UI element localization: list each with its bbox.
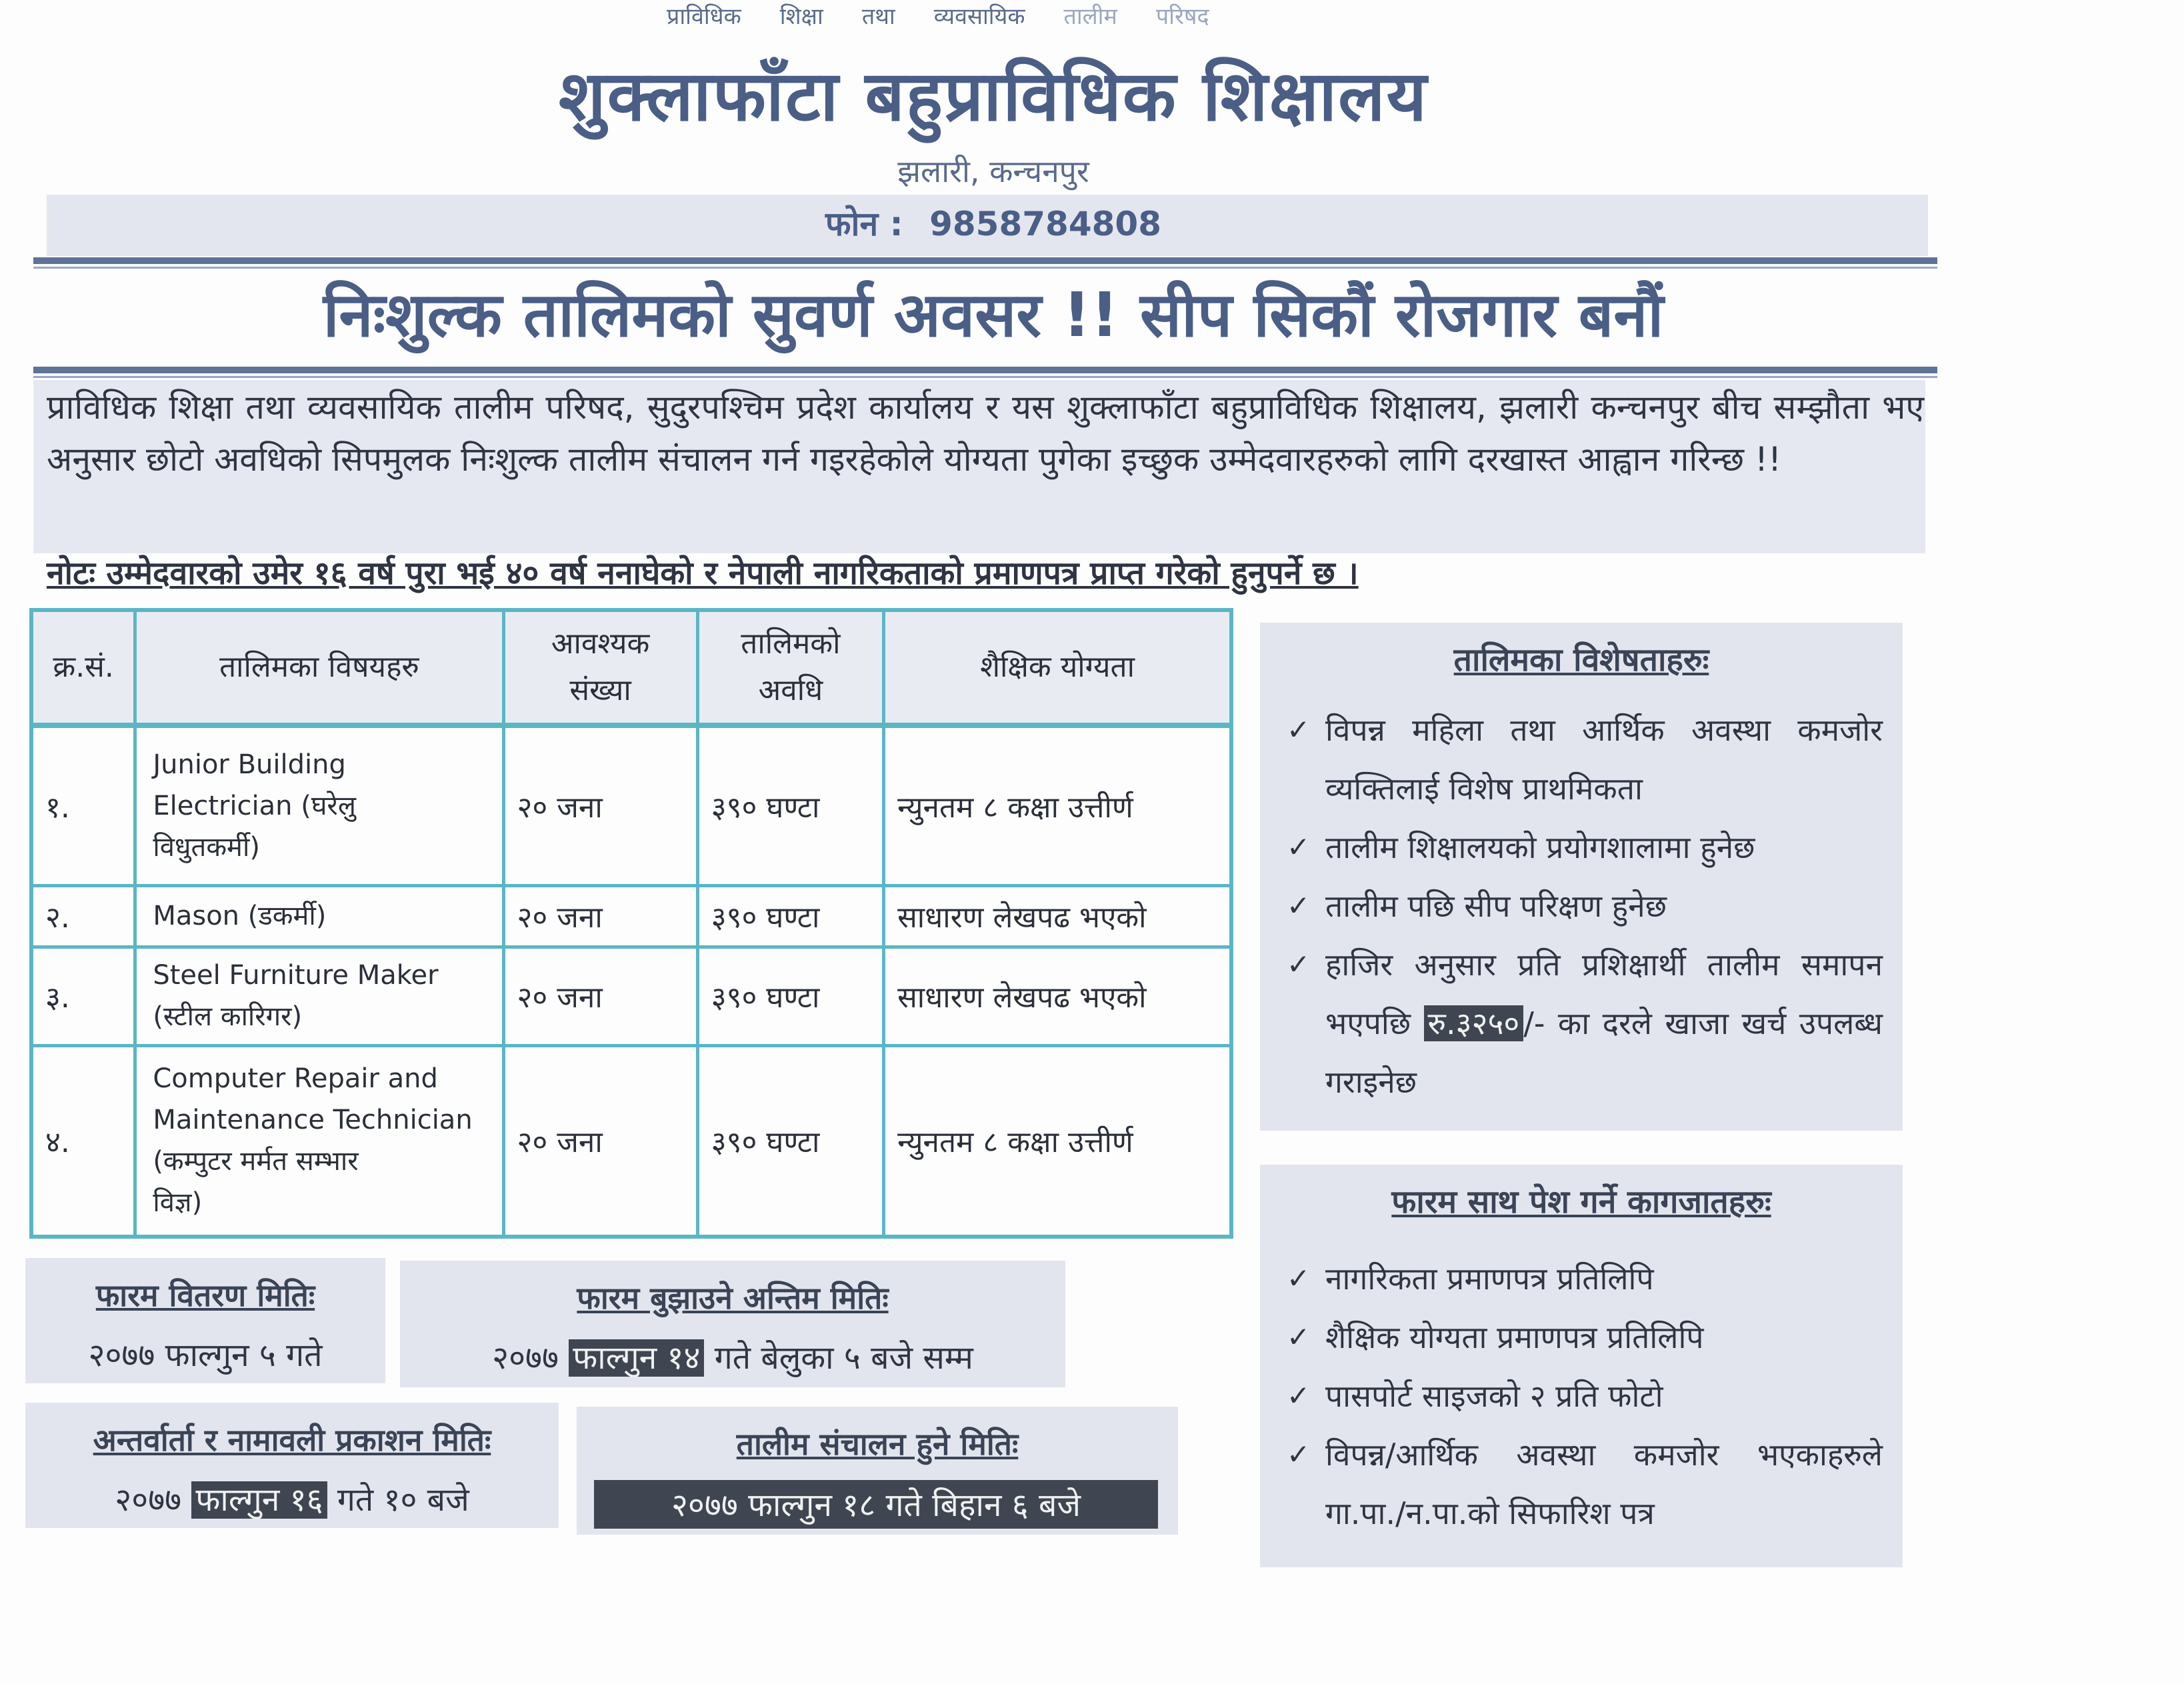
header-sn: क्र.सं. [31, 610, 135, 725]
training-start-value-wrap [594, 1480, 1158, 1529]
institute-title: शुक्लाफाँटा बहुप्राविधिक शिक्षालय [559, 55, 1428, 137]
check-icon: ✓ [1287, 1379, 1311, 1412]
check-icon: ✓ [1287, 713, 1311, 746]
council-word: प्राविधिक [667, 3, 741, 30]
documents-list [1273, 1249, 1883, 1543]
check-icon: ✓ [1287, 889, 1311, 922]
distribution-date-label: फारम वितरण मितिः [95, 1277, 315, 1313]
phone-line [0, 200, 1987, 245]
document-text: शैक्षिक योग्यता प्रमाणपत्र प्रतिलिपि [1325, 1319, 1704, 1355]
feature-text: तालीम पछि सीप परिक्षण हुनेछ [1325, 888, 1667, 924]
council-word: तालीम [1063, 3, 1117, 30]
eligibility-note: नोटः उम्मेदवारको उमेर १६ वर्ष पुरा भई ४० वर्ष ननाघेको र नेपाली नागरिकताको प्रमाणपत्र प्राप्त गरेको हुनुपर्ने छ । [47, 555, 1359, 592]
row-qualification: न्युनतम ८ कक्षा उत्तीर्ण [884, 1045, 1231, 1237]
deadline-date-value [400, 1335, 1065, 1379]
documents-box [1260, 1165, 1903, 1567]
interview-time: गते १० बजे [337, 1481, 469, 1519]
documents-title: फारम साथ पेश गर्ने कागजातहरुः [1391, 1183, 1771, 1221]
list-item [1273, 1249, 1883, 1308]
subject-line: विधुतकर्मी) [153, 831, 260, 863]
list-item [1273, 701, 1883, 818]
row-sn: ४. [31, 1045, 135, 1237]
council-word: व्यवसायिक [933, 3, 1025, 30]
row-subject: Mason (डकर्मी) [135, 885, 503, 947]
subject-line: (स्टील कारिगर) [153, 1001, 303, 1032]
check-icon: ✓ [1287, 1438, 1311, 1471]
row-duration: ३९० घण्टा [697, 1045, 883, 1237]
table-row [31, 947, 1231, 1045]
deadline-day: फाल्गुन १४ [569, 1339, 704, 1377]
list-item [1273, 1367, 1883, 1425]
deadline-year: २०७७ [492, 1339, 559, 1377]
distribution-date-value: २०७७ फाल्गुन ५ गते [88, 1337, 323, 1374]
header-duration-line2: अवधि [758, 673, 823, 707]
subject-line: (कम्पुटर मर्मत सम्भार [153, 1146, 359, 1177]
deadline-date-label: फारम बुझाउने अन्तिम मितिः [577, 1280, 889, 1316]
document-text: पासपोर्ट साइजको २ प्रति फोटो [1325, 1378, 1663, 1414]
list-item [1273, 818, 1883, 877]
header-duration [697, 610, 883, 725]
phone-number: 9858784808 [929, 205, 1161, 243]
row-subject [135, 1045, 503, 1237]
row-duration: ३९० घण्टा [697, 885, 883, 947]
table-row [31, 1045, 1231, 1237]
subject-line: Computer Repair and [153, 1063, 438, 1095]
list-item [1273, 935, 1883, 1111]
divider-top-thin [33, 267, 1937, 269]
row-sn: १. [31, 725, 135, 885]
row-count: २० जना [503, 725, 697, 885]
row-count: २० जना [503, 1045, 697, 1237]
header-required [503, 610, 697, 725]
row-sn: २. [31, 885, 135, 947]
interview-year: २०७७ [115, 1481, 182, 1519]
feature-text-before: हाजिर अनुसार प्रति प्रशिक्षार्थी तालीम समापन भएपछि [1325, 947, 1883, 1041]
document-text: नागरिकता प्रमाणपत्र प्रतिलिपि [1325, 1261, 1654, 1297]
distribution-date-box [25, 1258, 385, 1383]
headline: निःशुल्क तालिमको सुवर्ण अवसर !! सीप सिकौं रोजगार बनौं [323, 279, 1664, 351]
phone-label: फोन : [825, 205, 903, 243]
interview-date-value [25, 1477, 559, 1521]
features-box [1260, 623, 1903, 1131]
feature-text-after: /- का दरले खाजा खर्च उपलब्ध गराइनेछ [1325, 1005, 1883, 1100]
training-start-value: २०७७ फाल्गुन १८ गते बिहान ६ बजे [671, 1487, 1081, 1524]
meal-amount: रु.३२५० [1424, 1005, 1524, 1041]
subject-line: Junior Building [153, 749, 346, 780]
institute-address: झलारी, कन्चनपुर [897, 153, 1089, 189]
divider-top [33, 257, 1937, 264]
row-count: २० जना [503, 947, 697, 1045]
divider-bottom-thin [33, 376, 1937, 378]
row-qualification: न्युनतम ८ कक्षा उत्तीर्ण [884, 725, 1231, 885]
list-item [1273, 1308, 1883, 1367]
header-qualification: शैक्षिक योग्यता [884, 610, 1231, 725]
deadline-date-box [400, 1261, 1065, 1387]
header-duration-line1: तालिमको [741, 627, 841, 661]
subject-line: विज्ञ) [153, 1187, 203, 1219]
deadline-time: गते बेलुका ५ बजे सम्म [714, 1339, 973, 1377]
row-qualification: साधारण लेखपढ भएको [884, 947, 1231, 1045]
training-table [29, 608, 1233, 1239]
row-qualification: साधारण लेखपढ भएको [884, 885, 1231, 947]
row-duration: ३९० घण्टा [697, 947, 883, 1045]
row-count: २० जना [503, 885, 697, 947]
council-word: परिषद [1155, 3, 1209, 30]
check-icon: ✓ [1287, 1262, 1311, 1295]
header-required-line1: आवश्यक [551, 627, 650, 661]
council-word: शिक्षा [779, 3, 823, 30]
table-row [31, 885, 1231, 947]
row-subject [135, 947, 503, 1045]
subject-line: Electrician (घरेलु [153, 790, 356, 821]
training-start-box [577, 1407, 1178, 1535]
interview-date-box [25, 1403, 559, 1528]
council-name-line [667, 0, 1320, 30]
divider-bottom [33, 367, 1937, 373]
check-icon: ✓ [1287, 831, 1311, 863]
interview-day: फाल्गुन १६ [191, 1481, 327, 1519]
features-title: तालिमका विशेषताहरुः [1453, 641, 1709, 679]
check-icon: ✓ [1287, 948, 1311, 981]
features-list [1273, 701, 1883, 1111]
interview-date-label: अन्तर्वार्ता र नामावली प्रकाशन मितिः [93, 1422, 491, 1458]
list-item [1273, 1425, 1883, 1543]
subject-line: Steel Furniture Maker [153, 960, 439, 991]
row-subject [135, 725, 503, 885]
training-start-label: तालीम संचालन हुने मितिः [736, 1426, 1019, 1462]
council-word: तथा [861, 3, 895, 30]
check-icon: ✓ [1287, 1321, 1311, 1353]
intro-paragraph: प्राविधिक शिक्षा तथा व्यवसायिक तालीम परिषद, सुदुरपश्चिम प्रदेश कार्यालय र यस शुक्लाफाँटा बहुप्राविधिक शिक्षालय, झलारी कन्चनपुर बीच सम्झौता भए अनुसार छोटो अवधिको सिपमुलक निःशुल्क तालीम संचालन गर्न गइरहेकोले योग्यता पुगेका इच्छुक उम्मेदवारहरुको लागि दरखास्त आह्वान गरिन्छ !! [47, 388, 1924, 479]
table-header-row [31, 610, 1231, 725]
document-text: विपन्न/आर्थिक अवस्था कमजोर भएकाहरुले गा.पा./न.पा.को सिफारिश पत्र [1325, 1437, 1883, 1531]
header-required-line2: संख्या [569, 673, 631, 707]
feature-text: तालीम शिक्षालयको प्रयोगशालामा हुनेछ [1325, 829, 1755, 865]
feature-text: विपन्न महिला तथा आर्थिक अवस्था कमजोर व्यक्तिलाई विशेष प्राथमिकता [1325, 712, 1883, 807]
list-item [1273, 877, 1883, 935]
subject-line: Maintenance Technician [153, 1105, 473, 1136]
row-sn: ३. [31, 947, 135, 1045]
row-duration: ३९० घण्टा [697, 725, 883, 885]
header-subject: तालिमका विषयहरु [135, 610, 503, 725]
table-row [31, 725, 1231, 885]
